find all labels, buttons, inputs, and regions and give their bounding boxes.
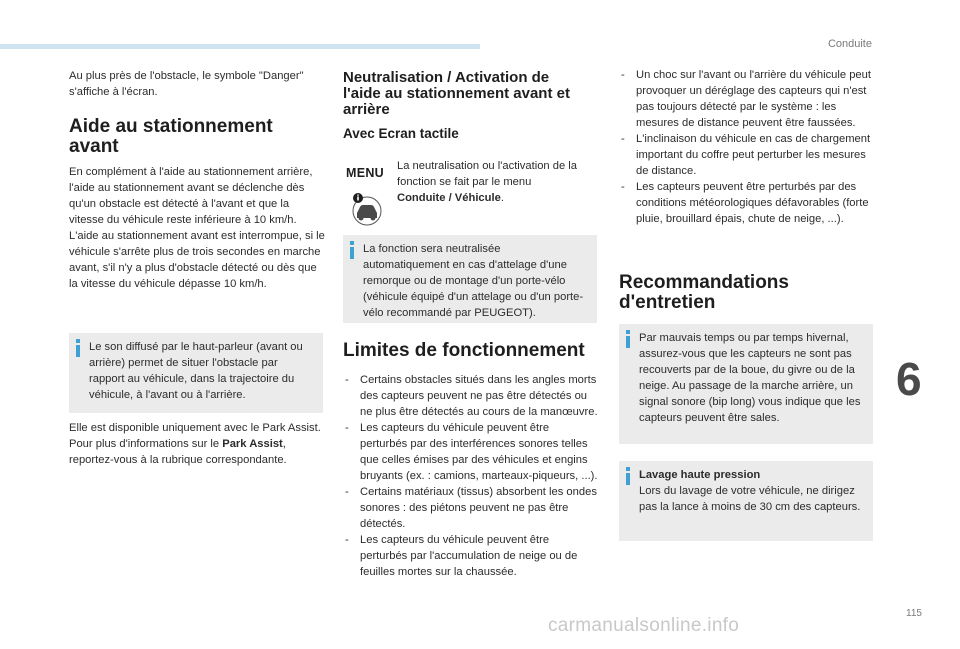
park-assist-ref: Park Assist <box>222 438 283 450</box>
note-text: Par mauvais temps ou par temps hivernal, assurez-vous que les capteurs ne sont pas recouverts par de la boue, du givre ou de la neige. Au passage de la marche arrière, un signal sonore (bip long) vous indique que les capteurs peuvent être sales. <box>639 332 861 424</box>
col1-para1: En complément à l'aide au stationnement arrière, l'aide au stationnement avant se déclenche dès qu'un obstacle est détecté à l'avant et que la vitesse du véhicule reste inférieure à 10 km/h. <box>69 166 313 226</box>
limits-list-continued <box>619 67 873 227</box>
info-marker-icon <box>350 241 354 259</box>
col1-para2: L'aide au stationnement avant est interrompue, si le véhicule s'arrête plus de trois secondes en marche avant, s'il n'y a plus d'obstacle détecté ou dès que la vitesse du véhicule dépasse 10 km/h. <box>69 230 325 290</box>
list-item: - Les capteurs peuvent être perturbés par des conditions météorologiques défavorables (forte pluie, brouillard épais, chute de neige, ...). <box>619 179 873 227</box>
watermark: carmanualsonline.info <box>548 615 740 636</box>
list-item: - L'inclinaison du véhicule en cas de chargement important du coffre peut perturber les mesures de distance. <box>619 131 873 179</box>
note-text: Lors du lavage de votre véhicule, ne dirigez pas la lance à moins de 30 cm des capteurs. <box>639 485 861 513</box>
header-accent-bar <box>0 44 480 49</box>
col1-park-assist <box>69 420 327 468</box>
list-item: - Les capteurs du véhicule peuvent être perturbés par l'accumulation de neige ou de feuilles mortes sur la chaussée. <box>343 532 599 580</box>
info-marker-icon <box>626 467 630 485</box>
heading-limits: Limites de fonctionnement <box>343 340 585 361</box>
chapter-tab: 6 <box>896 353 922 405</box>
section-label: Conduite <box>827 38 872 50</box>
heading-front-parking-aid: Aide au stationnement avant <box>69 116 273 157</box>
col1-intro: Au plus près de l'obstacle, le symbole "Danger" s'affiche à l'écran. <box>69 70 304 98</box>
info-marker-icon <box>76 339 80 357</box>
heading-neutralisation: Neutralisation / Activation de l'aide au stationnement avant et arrière <box>343 69 570 118</box>
info-marker-icon <box>626 330 630 348</box>
heading-maintenance: Recommandations d'entretien <box>619 272 789 313</box>
note-text: Le son diffusé par le haut-parleur (avant ou arrière) permet de situer l'obstacle par rapport au véhicule, dans la trajectoire du véhicule, à l'avant ou à l'arrière. <box>89 341 303 401</box>
limits-list <box>343 372 599 580</box>
subheading-touchscreen: Avec Ecran tactile <box>343 126 459 141</box>
note-box-weather <box>619 324 873 444</box>
list-item: - Certains obstacles situés dans les angles morts des capteurs peuvent ne pas être détectés ou ne plus être détectés au cours de la manœuvre. <box>343 372 599 420</box>
note-box-sound <box>69 333 323 413</box>
list-item: - Un choc sur l'avant ou l'arrière du véhicule peut provoquer un déréglage des capteurs qui n'est pas toujours détecté par le système : les mesures de distance peuvent être faussées. <box>619 67 873 131</box>
page-number: 115 <box>906 608 922 619</box>
list-item: - Certains matériaux (tissus) absorbent les ondes sonores : des piétons peuvent ne pas être détectés. <box>343 484 599 532</box>
col1-para3: Elle est disponible uniquement avec le Park Assist. <box>69 422 321 434</box>
col1-paragraphs <box>69 164 327 292</box>
vehicle-info-icon <box>352 193 382 227</box>
menu-path: Conduite / Véhicule <box>397 192 501 204</box>
note-text: La fonction sera neutralisée automatiquement en cas d'attelage d'une remorque ou de montage d'un porte-vélo (véhicule équipé d'un attelage ou d'un porte-vélo recommandé par PEUGEOT). <box>363 243 584 319</box>
menu-instruction: La neutralisation ou l'activation de la fonction se fait par le menu Conduite / Véhicule. <box>397 160 578 204</box>
note-box-auto-neutralisation <box>343 235 597 323</box>
note-title: Lavage haute pression <box>639 469 761 481</box>
list-item: - Les capteurs du véhicule peuvent être perturbés par des interférences sonores telles que celles émises par des véhicules et engins bruyants (ex. : camions, marteaux-piqueurs, ...). <box>343 420 599 484</box>
menu-icon: MENU <box>346 166 385 180</box>
col1-para4: Pour plus d'informations sur le Park Assist, reportez-vous à la rubrique correspondante. <box>69 438 287 466</box>
note-box-pressure-wash <box>619 461 873 541</box>
